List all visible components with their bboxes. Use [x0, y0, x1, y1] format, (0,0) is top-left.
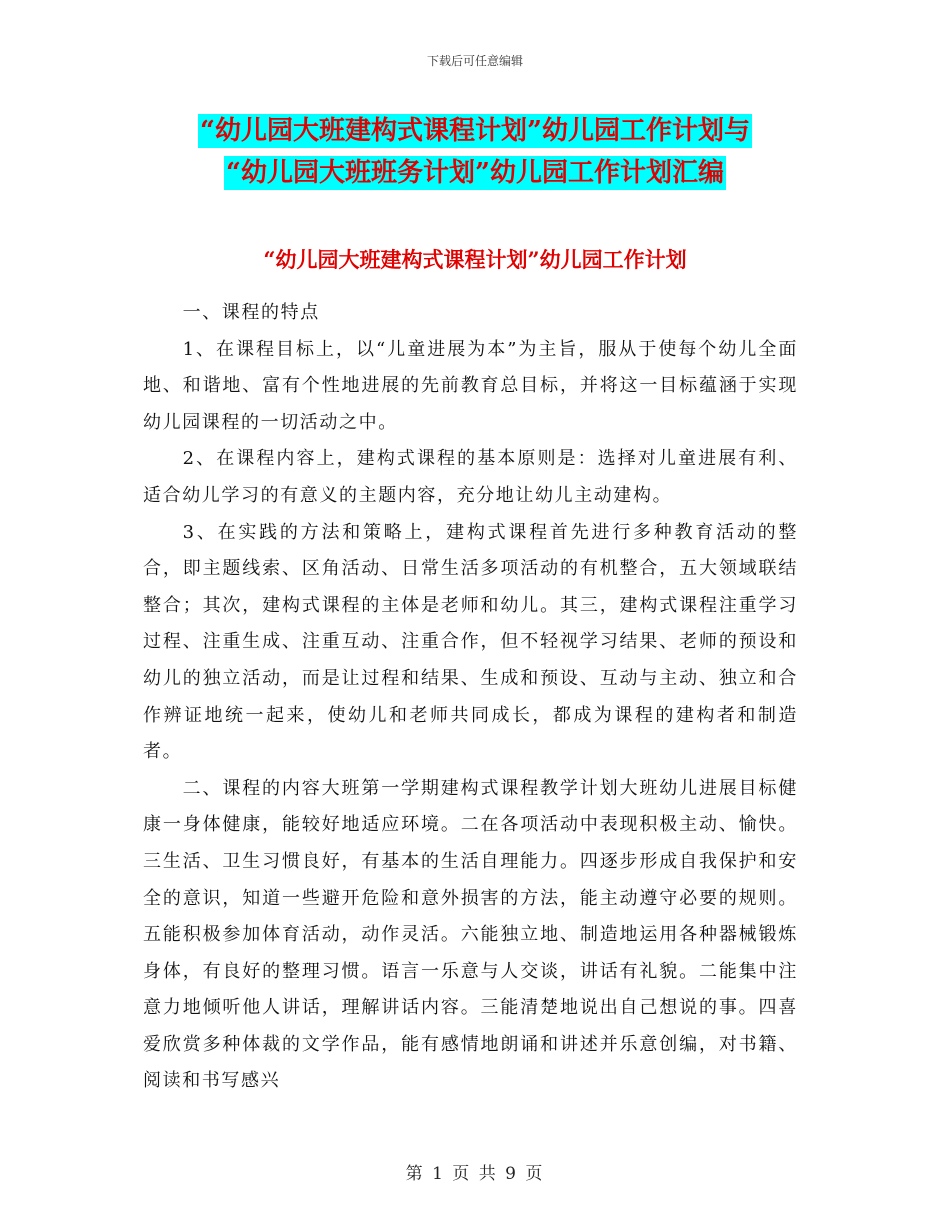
- main-title-line-2-text: “幼儿园大班班务计划”幼儿园工作计划汇编: [226, 158, 724, 188]
- page-footer: 第 1 页 共 9 页: [405, 1164, 545, 1184]
- main-title-line-1-text: “幼儿园大班建构式课程计划”幼儿园工作计划与: [200, 116, 750, 146]
- paragraph: 1、在课程目标上，以“儿童进展为本”为主旨，服从于使每个幼儿全面地、和谐地、富有个性地进展的先前教育总目标，并将这一目标蕴涵于实现幼儿园课程的一切活动之中。: [143, 338, 798, 433]
- paragraph: 二、课程的内容大班第一学期建构式课程教学计划大班幼儿进展目标健康一身体健康，能较好地适应环境。二在各项活动中表现积极主动、愉快。三生活、卫生习惯良好，有基本的生活自理能力。四逐步形成自我保护和安全的意识，知道一些避开危险和意外损害的方法，能主动遵守必要的规则。五能积极参加体育活动，动作灵活。六能独立地、制造地运用各种器械锻炼身体，有良好的整理习惯。语言一乐意与人交谈，讲话有礼貌。二能集中注意力地倾听他人讲话，理解讲话内容。三能清楚地说出自己想说的事。四喜爱欣赏多种体裁的文学作品，能有感情地朗诵和讲述并乐意创编，对书籍、阅读和书写感兴: [143, 777, 798, 1092]
- paragraph: 3、在实践的方法和策略上，建构式课程首先进行多种教育活动的整合，即主题线索、区角活动、日常生活多项活动的有机整合，五大领域联结整合；其次，建构式课程的主体是老师和幼儿。其三，建构式课程注重学习过程、注重生成、注重互动、注重合作，但不轻视学习结果、老师的预设和幼儿的独立活动，而是让过程和结果、生成和预设、互动与主动、独立和合作辨证地统一起来，使幼儿和老师共同成长，都成为课程的建构者和制造者。: [143, 521, 798, 763]
- document-body: [143, 295, 798, 1100]
- main-title-line-1: [0, 110, 950, 152]
- paragraph: 2、在课程内容上，建构式课程的基本原则是：选择对儿童进展有利、适合幼儿学习的有意义的主题内容，充分地让幼儿主动建构。: [143, 448, 798, 506]
- paragraph: 一、课程的特点: [182, 302, 320, 323]
- section-title: “幼儿园大班建构式课程计划”幼儿园工作计划: [263, 247, 687, 272]
- main-title-line-2: [0, 152, 950, 194]
- header-note: 下载后可任意编辑: [426, 54, 523, 68]
